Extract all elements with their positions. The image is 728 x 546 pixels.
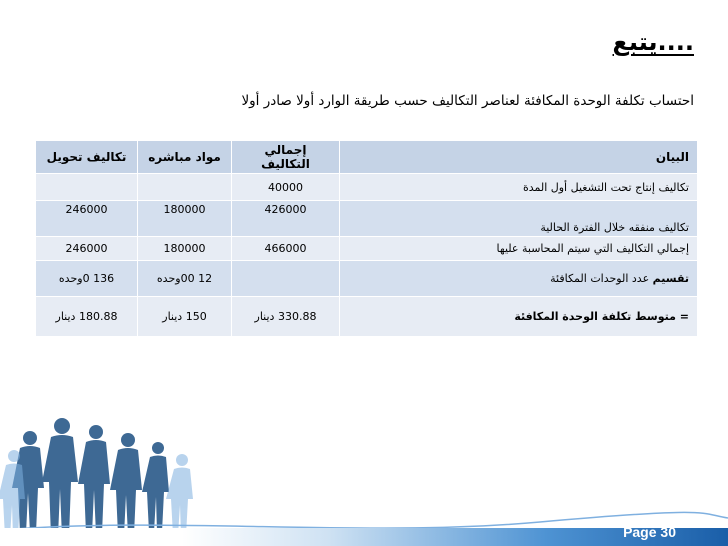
table-row: [36, 297, 698, 337]
header-total-costs: إجمالي التكاليف: [232, 141, 340, 174]
table-row: [36, 237, 698, 261]
table-header-row: [36, 141, 698, 174]
row-direct-materials: 150 دينار: [138, 297, 232, 337]
row-statement-cell: [340, 261, 698, 297]
row-conversion-costs: 246000: [36, 201, 138, 237]
page-number: Page 30: [623, 524, 676, 540]
slide-subtitle: احتساب تكلفة الوحدة المكافئة لعناصر التكاليف حسب طريقة الوارد أولا صادر أولا: [241, 93, 694, 109]
row-statement: إجمالي التكاليف التي سيتم المحاسبة عليها: [340, 237, 698, 261]
table-row: [36, 174, 698, 201]
row-statement: تكاليف منفقه خلال الفترة الحالية: [340, 201, 698, 237]
row-statement-bold: تقسيم: [652, 272, 689, 285]
row-conversion-costs: 136 0وحده: [36, 261, 138, 297]
row-direct-materials: 12 00وحده: [138, 261, 232, 297]
row-statement: تكاليف إنتاج تحت التشغيل أول المدة: [340, 174, 698, 201]
header-conversion-costs: تكاليف تحويل: [36, 141, 138, 174]
footer-bar: [0, 528, 728, 546]
header-statement: البيان: [340, 141, 698, 174]
header-direct-materials: مواد مباشره: [138, 141, 232, 174]
cost-table: [35, 140, 698, 337]
row-statement: عدد الوحدات المكافئة: [550, 272, 653, 285]
row-total-costs: 40000: [232, 174, 340, 201]
row-conversion-costs: 246000: [36, 237, 138, 261]
row-statement: = متوسط تكلفة الوحدة المكافئة: [340, 297, 698, 337]
row-total-costs: 426000: [232, 201, 340, 237]
row-total-costs: 330.88 دينار: [232, 297, 340, 337]
row-total-costs: [232, 261, 340, 297]
row-direct-materials: 180000: [138, 201, 232, 237]
table-row: [36, 201, 698, 237]
table-row: [36, 261, 698, 297]
row-direct-materials: [138, 174, 232, 201]
row-conversion-costs: 180.88 دينار: [36, 297, 138, 337]
row-total-costs: 466000: [232, 237, 340, 261]
row-direct-materials: 180000: [138, 237, 232, 261]
row-conversion-costs: [36, 174, 138, 201]
slide-title: ....يتبع: [612, 28, 694, 56]
